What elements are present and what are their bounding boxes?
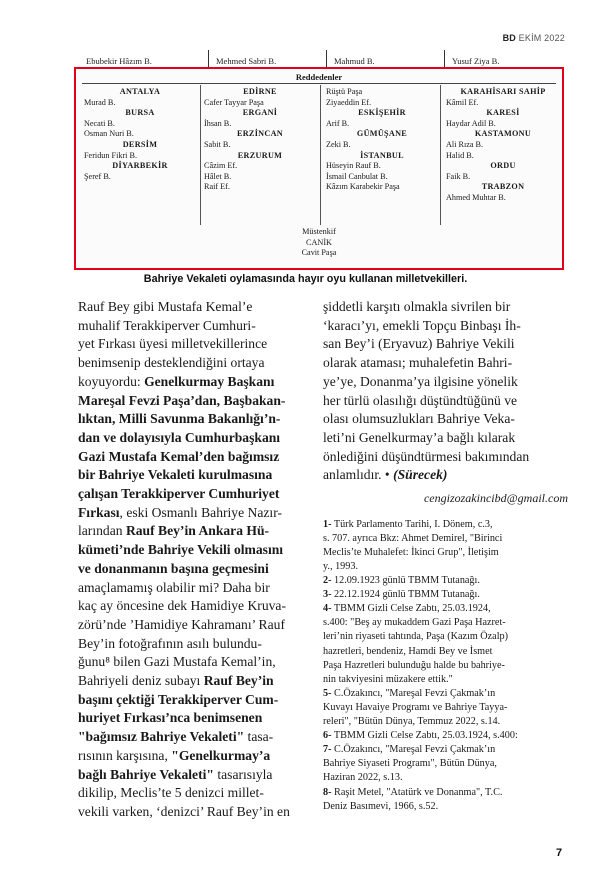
- footnote-line: [323, 715, 568, 729]
- footnote-line: [323, 532, 568, 546]
- text-line: [78, 522, 306, 541]
- deputy-name: Sabit B.: [204, 139, 231, 149]
- district-heading: ERZURUM: [237, 150, 283, 160]
- text-segment: bir Bahriye Vekaleti kurulmasına: [78, 467, 273, 483]
- footnote-text: 22.12.1924 günlü TBMM Tutanağı.: [331, 589, 480, 601]
- footnote-text: y., 1993.: [323, 561, 358, 573]
- footnote-text: leri’nin riyaseti tahtında, Paşa (Kazım Özalp): [323, 631, 509, 643]
- continued-note: (Sürecek): [393, 467, 448, 483]
- footnote-line: [323, 645, 568, 659]
- figure-caption: Bahriye Vekaleti oylamasında hayır oyu kullanan milletvekilleri.: [143, 273, 468, 285]
- text-line: [78, 653, 306, 672]
- deputy-name: Necati B.: [84, 118, 115, 128]
- footnote-text: Raşit Metel, "Atatürk ve Donanma", T.C.: [331, 786, 503, 798]
- footnote-text: Deniz Basımevi, 1966, s.52.: [323, 800, 439, 812]
- text-segment: kaç ay öncesine dek Hamidiye Kruva-: [78, 598, 286, 614]
- text-line: [78, 298, 306, 317]
- footnote-text: hazretleri, bendeniz, Hamdi Bey ve İsmet: [323, 645, 493, 657]
- footnote-text: releri", "Bütün Dünya, Temmuz 2022, s.14.: [323, 716, 501, 728]
- district-heading: EDİRNE: [243, 87, 277, 96]
- district-heading: ERZİNCAN: [236, 129, 284, 139]
- text-line: [78, 373, 306, 392]
- footnote-number: 4-: [323, 603, 332, 615]
- table-top-row: [78, 50, 568, 68]
- footnote-line: [323, 757, 568, 771]
- column-divider: [208, 50, 209, 67]
- text-line: [78, 784, 306, 803]
- table-rule: [82, 83, 556, 84]
- table-abstained: [76, 227, 562, 259]
- column-divider: [200, 85, 201, 225]
- text-line: [78, 560, 306, 579]
- footnote-text: Türk Parlamento Tarihi, I. Dönem, c.3,: [331, 518, 493, 530]
- footnote-number: 3-: [323, 589, 332, 601]
- footnote-line: [323, 560, 568, 574]
- table-column-1: [84, 87, 196, 182]
- text-line: ‘karacı’yı, emekli Topçu Binbaşı İh-: [323, 317, 521, 333]
- text-line: [78, 803, 306, 822]
- footnote-line: [323, 616, 568, 630]
- footnote-line: [323, 518, 568, 532]
- footnote-number: 2-: [323, 575, 332, 587]
- text-line: [78, 635, 306, 654]
- text-segment: rısının karşısına,: [78, 747, 172, 763]
- text-line: [78, 747, 306, 766]
- deputy-name: Müstenkif: [302, 227, 336, 236]
- deputy-name: Hüseyin Rauf B.: [326, 161, 381, 171]
- deputy-name: Murad B.: [84, 97, 116, 107]
- text-line: [78, 410, 306, 429]
- footnote-number: 5-: [323, 687, 332, 699]
- footnote-line: [323, 743, 568, 757]
- footnote-text: s.400: "Beş ay mukaddem Gazi Paşa Hazret-: [323, 617, 506, 629]
- deputy-name: İsmail Canbulat B.: [326, 171, 388, 181]
- text-line: şiddetli karşıtı olmakla sivrilen bir: [323, 299, 511, 314]
- deputy-name: Feridun Fikri B.: [84, 150, 137, 160]
- magazine-brand: BD: [502, 33, 516, 43]
- text-segment: huriyet Fırkası’nca benimsenen: [78, 710, 263, 726]
- deputy-name: Arif B.: [326, 118, 350, 128]
- text-segment: vekili varken, ‘denizci’ Rauf Bey’in en: [78, 803, 290, 819]
- deputy-name: Rüştü Paşa: [326, 87, 363, 96]
- text-segment: yet Fırkası üyesi milletvekillerince: [78, 336, 268, 352]
- deputy-name: Hâlet B.: [204, 171, 232, 181]
- deputy-name: İhsan B.: [204, 118, 232, 128]
- district-heading: DERSİM: [122, 139, 158, 149]
- text-line: [78, 766, 306, 785]
- text-segment-bold: Genelkurmay Başkanı: [144, 373, 275, 389]
- footnote-text: C.Özakıncı, "Mareşal Fevzi Çakmak’ın: [331, 744, 496, 756]
- text-segment: larından: [78, 523, 126, 539]
- footnote-text: TBMM Gizli Celse Zabtı, 25.03.1924,: [331, 603, 491, 615]
- table-title: Reddedenler: [295, 72, 343, 82]
- text-line: [78, 579, 306, 598]
- text-line: [78, 709, 306, 728]
- text-line: [78, 317, 306, 336]
- footnote-line: [323, 630, 568, 644]
- footnote-text: 12.09.1923 günlü TBMM Tutanağı.: [331, 575, 480, 587]
- text-segment: dikilip, Meclis’te 5 denizci millet-: [78, 785, 264, 801]
- issue-header: [503, 33, 565, 43]
- footnote-number: 1-: [323, 518, 332, 530]
- footnote-text: TBMM Gizli Celse Zabtı, 25.03.1924, s.400:: [331, 730, 518, 742]
- top-row-name: Mehmed Sabri B.: [216, 56, 277, 66]
- text-segment: tasa-: [244, 729, 274, 745]
- text-segment: tasarısıyla: [213, 766, 273, 782]
- top-row-name: Yusuf Ziya B.: [452, 56, 500, 66]
- deputy-name: Câzim Ef.: [204, 161, 238, 171]
- text-line: anlamlıdır. •: [323, 467, 394, 483]
- text-line: [78, 691, 306, 710]
- footnote-text: Bahriye Siyaseti Programı", Bütün Dünya,: [323, 758, 497, 770]
- text-segment: Mareşal Fevzi Paşa’dan, Başbakan-: [78, 392, 286, 408]
- district-heading: BURSA: [125, 108, 155, 118]
- text-line: san Bey’i (Eryavuz) Bahriye Vekili: [323, 336, 515, 352]
- column-divider: [444, 50, 445, 67]
- deputy-name: Cavit Paşa: [301, 248, 337, 258]
- deputy-name: Kâmil Ef.: [446, 97, 479, 107]
- footnote-number: 6-: [323, 730, 332, 742]
- text-line: [78, 616, 306, 635]
- text-segment-bold: Rauf Bey’in Ankara Hü-: [125, 523, 270, 539]
- text-segment: "bağımsız Bahriye Vekaleti": [78, 729, 245, 745]
- district-heading: ANTALYA: [119, 87, 161, 96]
- text-segment: zörü’nde ’Hamidiye Kahramanı’ Rauf: [78, 616, 285, 632]
- text-line: [78, 672, 306, 691]
- district-heading: CANİK: [306, 237, 332, 247]
- footnote-line: [323, 546, 568, 560]
- district-heading: DİYARBEKİR: [112, 161, 168, 171]
- text-segment: Fırkası: [78, 504, 120, 520]
- deputy-name: Ahmed Muhtar B.: [446, 192, 506, 202]
- district-heading: İSTANBUL: [360, 150, 404, 160]
- footnote-number: 7-: [323, 744, 332, 756]
- deputy-name: Ali Rıza B.: [446, 139, 484, 149]
- text-line: [78, 541, 306, 560]
- text-line: olası olumsuzlukları Bahriye Veka-: [323, 411, 515, 427]
- text-line: [78, 335, 306, 354]
- footnote-text: nin takviyesini müzakere ettik.": [323, 673, 453, 685]
- text-segment: başını çektiği Terakkiperver Cum-: [78, 691, 279, 707]
- text-line: [78, 504, 306, 523]
- district-heading: KARAHİSARI SAHİP: [460, 87, 546, 96]
- district-heading: ERGANİ: [242, 108, 278, 118]
- text-segment: benimsenip desteklendiğini ortaya: [78, 355, 265, 371]
- page-number: 7: [556, 847, 563, 859]
- footnote-line: [323, 673, 568, 687]
- paragraph-end: [323, 466, 568, 485]
- deputy-name: Şeref B.: [84, 171, 111, 181]
- text-segment: ve donanmanın başına geçmesini: [78, 560, 269, 576]
- footnote-line: [323, 659, 568, 673]
- text-segment: dan ve dolayısıyla Cumhurbaşkanı: [78, 429, 281, 445]
- table-column-4: [446, 87, 560, 204]
- deputy-name: Cafer Tayyar Paşa: [204, 97, 264, 107]
- text-segment: muhalif Terakkiperver Cumhuri-: [78, 317, 256, 333]
- district-heading: KASTAMONU: [474, 129, 532, 139]
- text-segment: Gazi Mustafa Kemal’den bağımsız: [78, 448, 280, 464]
- column-divider: [326, 50, 327, 67]
- footnote-line: [323, 701, 568, 715]
- district-heading: KARESİ: [486, 108, 520, 118]
- footnote-line: [323, 800, 568, 814]
- footnote-line: [323, 729, 568, 743]
- table-column-3: [326, 87, 438, 193]
- text-segment: lıktan, Milli Savunma Bakanlığı’n-: [78, 411, 281, 427]
- column-divider: [320, 85, 321, 225]
- deputy-name: Zeki B.: [326, 139, 351, 149]
- footnote-line: [323, 687, 568, 701]
- footnote-text: Meclis’te Muhalefet: İkinci Grup", İletişim: [323, 546, 499, 558]
- deputy-name: Halid B.: [446, 150, 474, 160]
- text-line: her türlü olasılığı düştündtüğünü ve: [323, 392, 518, 408]
- text-line: [78, 597, 306, 616]
- column-divider: [440, 85, 441, 225]
- deputy-name: Raif Ef.: [204, 182, 230, 192]
- left-text-column: [78, 298, 306, 822]
- text-segment: amaçlamamış olabilir mi? Daha bir: [78, 579, 270, 595]
- deputy-name: Osman Nuri B.: [84, 129, 134, 139]
- right-paragraph: [323, 298, 568, 466]
- footnote-line: [323, 588, 568, 602]
- footnote-text: s. 707. ayrıca Bkz: Ahmet Demirel, "Birinci: [323, 532, 503, 544]
- text-line: önlediğini düşündtürmesi bakımından: [323, 448, 530, 464]
- footnote-line: [323, 574, 568, 588]
- text-segment: çalışan Terakkiperver Cumhuriyet: [78, 486, 280, 502]
- district-heading: ESKİŞEHİR: [358, 108, 406, 118]
- district-heading: ORDU: [490, 161, 516, 171]
- text-segment-bold: "Genelkurmay’a: [171, 747, 271, 763]
- footnote-text: Paşa Hazretleri bulunduğu halde bu bahriye-: [323, 659, 505, 671]
- district-heading: TRABZON: [481, 182, 525, 192]
- right-text-column: [323, 298, 568, 814]
- footnote-text: Haziran 2022, s.13.: [323, 772, 403, 784]
- text-segment: , eski Osmanlı Bahriye Nazır-: [119, 504, 282, 520]
- text-segment: bağlı Bahriye Vekaleti": [78, 766, 214, 782]
- text-line: [78, 392, 306, 411]
- deputy-name: Haydar Adil B.: [446, 118, 496, 128]
- author-email[interactable]: cengizozakincibd@gmail.com: [423, 491, 568, 506]
- table-column-2: [204, 87, 316, 193]
- deputy-name: Ziyaeddin Ef.: [326, 97, 372, 107]
- deputy-name: Faik B.: [446, 171, 471, 181]
- text-line: olarak ataması; muhalefetin Bahri-: [323, 355, 513, 371]
- footnote-number: 8-: [323, 786, 332, 798]
- text-segment-bold: Rauf Bey’in: [203, 673, 274, 689]
- footnote-line: [323, 602, 568, 616]
- text-line: ye’ye, Donanma’ya ilgisine yönelik: [323, 373, 518, 389]
- text-line: [78, 485, 306, 504]
- text-line: [78, 728, 306, 747]
- district-heading: GÜMÜŞANE: [356, 129, 408, 139]
- text-segment: koyuyordu:: [78, 373, 145, 389]
- text-line: [78, 466, 306, 485]
- text-segment: Rauf Bey gibi Mustafa Kemal’e: [78, 299, 253, 314]
- text-line: [78, 354, 306, 373]
- text-segment: kümeti’nde Bahriye Vekili olmasını: [78, 542, 284, 558]
- top-row-name: Mahmud B.: [334, 56, 375, 66]
- footnote-text: C.Özakıncı, "Mareşal Fevzi Çakmak’ın: [331, 687, 496, 699]
- text-line: [78, 448, 306, 467]
- text-segment: Bahriyeli deniz subayı: [78, 673, 204, 689]
- text-segment: Bey’in fotoğrafının asılı bulundu-: [78, 635, 262, 651]
- footnote-text: Kuvayı Havaiye Programı ve Bahriye Tayya-: [323, 701, 508, 713]
- top-row-name: Ebubekir Hâzım B.: [86, 56, 152, 66]
- text-segment: ğunu⁸ bilen Gazi Mustafa Kemal’in,: [78, 654, 276, 670]
- footnote-line: [323, 786, 568, 800]
- issue-date: EKİM 2022: [518, 33, 565, 43]
- deputy-name: Kâzım Karabekir Paşa: [326, 182, 400, 192]
- footnote-line: [323, 771, 568, 785]
- text-line: leti’ni Genelkurmay’a bağlı kılarak: [323, 429, 516, 445]
- text-line: [78, 429, 306, 448]
- footnotes: [323, 518, 568, 814]
- vote-table-figure: [74, 67, 564, 270]
